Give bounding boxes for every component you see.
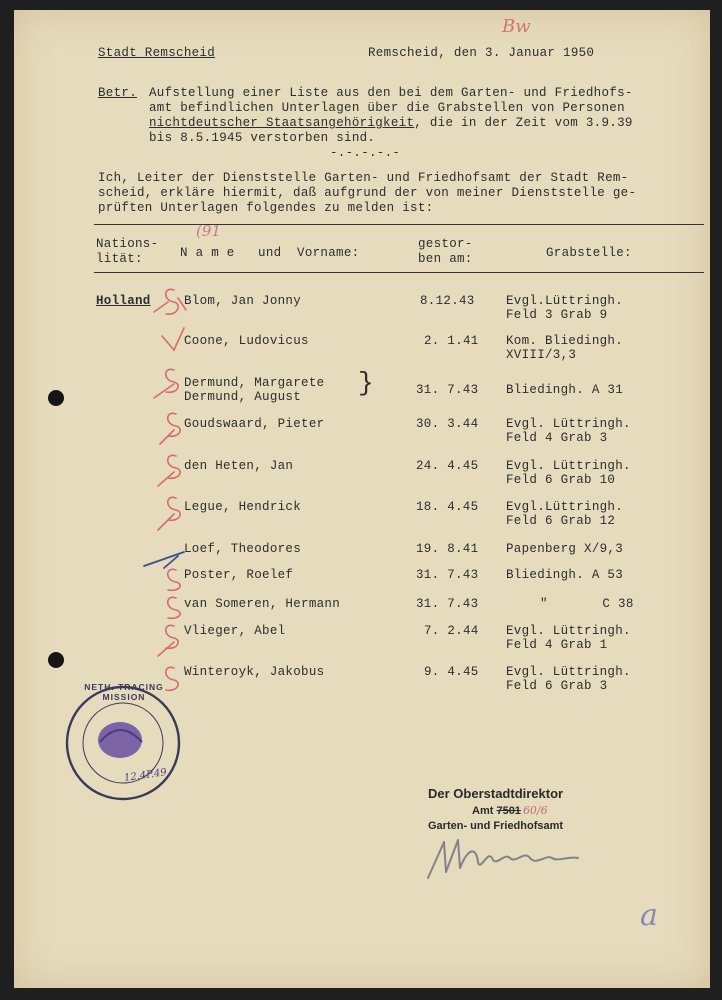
col-name: N a m e und Vorname: (180, 246, 360, 260)
row-died: 8.12.43 (420, 294, 475, 308)
office-number-handwritten: 60/6 (522, 804, 548, 817)
subject-line-3 (149, 116, 633, 130)
row-brace: } (358, 368, 374, 398)
row-name: Vlieger, Abel (184, 624, 286, 638)
signature-line-2 (472, 804, 548, 817)
col-nationality-2: lität: (96, 252, 143, 266)
subject-separator: -.-.-.-.- (330, 146, 401, 160)
check-mark-blom (154, 289, 186, 314)
row-died: 24. 4.45 (416, 459, 479, 473)
tracing-mission-stamp (62, 682, 184, 804)
stamp-date: 12.4P.49 (123, 767, 168, 784)
row-grave-2: Feld 6 Grab 10 (506, 473, 616, 487)
row-grave-1: Bliedingh. A 53 (506, 568, 624, 582)
check-mark-goudswaard (160, 413, 180, 444)
signature-line-1: Der Oberstadtdirektor (428, 786, 564, 801)
check-mark-legue (158, 497, 180, 530)
row-grave-1: Kom. Bliedingh. (506, 334, 624, 348)
city-office-heading: Stadt Remscheid (98, 46, 216, 60)
punch-hole-bottom (48, 652, 64, 668)
row-died: 2. 1.41 (424, 334, 479, 348)
document-page (14, 10, 710, 988)
col-died-2: ben am: (418, 252, 473, 266)
check-mark-den-heten (158, 455, 180, 486)
office-number-struck: 7501 (496, 805, 521, 817)
check-mark-coone (162, 328, 184, 350)
row-died: 31. 7.43 (416, 568, 479, 582)
stamp-ring-text: NETH. TRACING MISSION (84, 682, 164, 702)
punch-hole-top (48, 390, 64, 406)
row-name: Winteroyk, Jakobus (184, 665, 325, 679)
row-grave-2: Feld 6 Grab 3 (506, 679, 608, 693)
row-name: Poster, Roelef (184, 568, 294, 582)
table-header-rule (94, 272, 704, 273)
declaration-line-2: scheid, erkläre hiermit, daß aufgrund der von meiner Dienststelle ge- (98, 186, 637, 200)
row-grave-1: Evgl. Lüttringh. (506, 459, 631, 473)
corner-pencil-letter: a (640, 898, 658, 933)
row-name: den Heten, Jan (184, 459, 294, 473)
row-grave-2: Feld 4 Grab 1 (506, 638, 608, 652)
subject-line-1: Aufstellung einer Liste aus den bei dem Garten- und Friedhofs- (149, 86, 633, 100)
subject-nationality-underlined: nichtdeutscher Staatsangehörigkeit (149, 116, 415, 130)
col-died-1: gestor- (418, 237, 473, 251)
row-died: 9. 4.45 (424, 665, 479, 679)
row-grave-2: Feld 4 Grab 3 (506, 431, 608, 445)
row-grave-1: " C 38 (540, 597, 634, 611)
col-grave: Grabstelle: (546, 246, 632, 260)
table-top-rule (94, 224, 704, 225)
row-name: van Someren, Hermann (184, 597, 341, 611)
column-number-note: (91 (196, 222, 221, 240)
row-died: 7. 2.44 (424, 624, 479, 638)
row-name: Dermund, Margarete (184, 376, 325, 390)
row-grave-1: Papenberg X/9,3 (506, 542, 624, 556)
row-name: Coone, Ludovicus (184, 334, 309, 348)
row-grave-2: XVIII/3,3 (506, 348, 577, 362)
row-grave-2: Feld 6 Grab 12 (506, 514, 616, 528)
check-mark-van-someren (168, 597, 180, 618)
row-name: Legue, Hendrick (184, 500, 302, 514)
row-grave-1: Evgl.Lüttringh. (506, 500, 624, 514)
office-prefix: Amt (472, 805, 497, 817)
nationality-holland: Holland (96, 294, 151, 308)
declaration-line-1: Ich, Leiter der Dienststelle Garten- und Friedhofsamt der Stadt Rem- (98, 171, 629, 185)
row-died: 30. 3.44 (416, 417, 479, 431)
row-grave-1: Evgl. Lüttringh. (506, 624, 631, 638)
row-died: 31. 7.43 (416, 597, 479, 611)
subject-line-4: bis 8.5.1945 verstorben sind. (149, 131, 376, 145)
row-died: 19. 8.41 (416, 542, 479, 556)
row-name-2: Dermund, August (184, 390, 302, 404)
row-died: 31. 7.43 (416, 383, 479, 397)
row-grave-2: Feld 3 Grab 9 (506, 308, 608, 322)
subject-line-3-rest: , die in der Zeit vom 3.9.39 (414, 116, 633, 130)
row-grave-1: Evgl. Lüttringh. (506, 665, 631, 679)
row-grave-1: Bliedingh. A 31 (506, 383, 624, 397)
check-mark-poster (168, 569, 180, 590)
row-name: Loef, Theodores (184, 542, 302, 556)
blue-check-loef (144, 552, 184, 568)
place-date: Remscheid, den 3. Januar 1950 (368, 46, 595, 60)
handwritten-signature (418, 828, 598, 888)
signature-line-3: Garten- und Friedhofsamt (428, 820, 564, 832)
declaration-line-3: prüften Unterlagen folgendes zu melden ist: (98, 201, 434, 215)
col-nationality-1: Nations- (96, 237, 159, 251)
check-mark-vlieger (158, 625, 178, 656)
row-grave-1: Evgl.Lüttringh. (506, 294, 624, 308)
row-died: 18. 4.45 (416, 500, 479, 514)
row-name: Blom, Jan Jonny (184, 294, 302, 308)
subject-label: Betr. (98, 86, 138, 100)
top-scribble: Bw (502, 16, 531, 37)
subject-line-2: amt befindlichen Unterlagen über die Grabstellen von Personen (149, 101, 625, 115)
row-name: Goudswaard, Pieter (184, 417, 325, 431)
row-grave-1: Evgl. Lüttringh. (506, 417, 631, 431)
check-mark-dermund (154, 369, 178, 398)
